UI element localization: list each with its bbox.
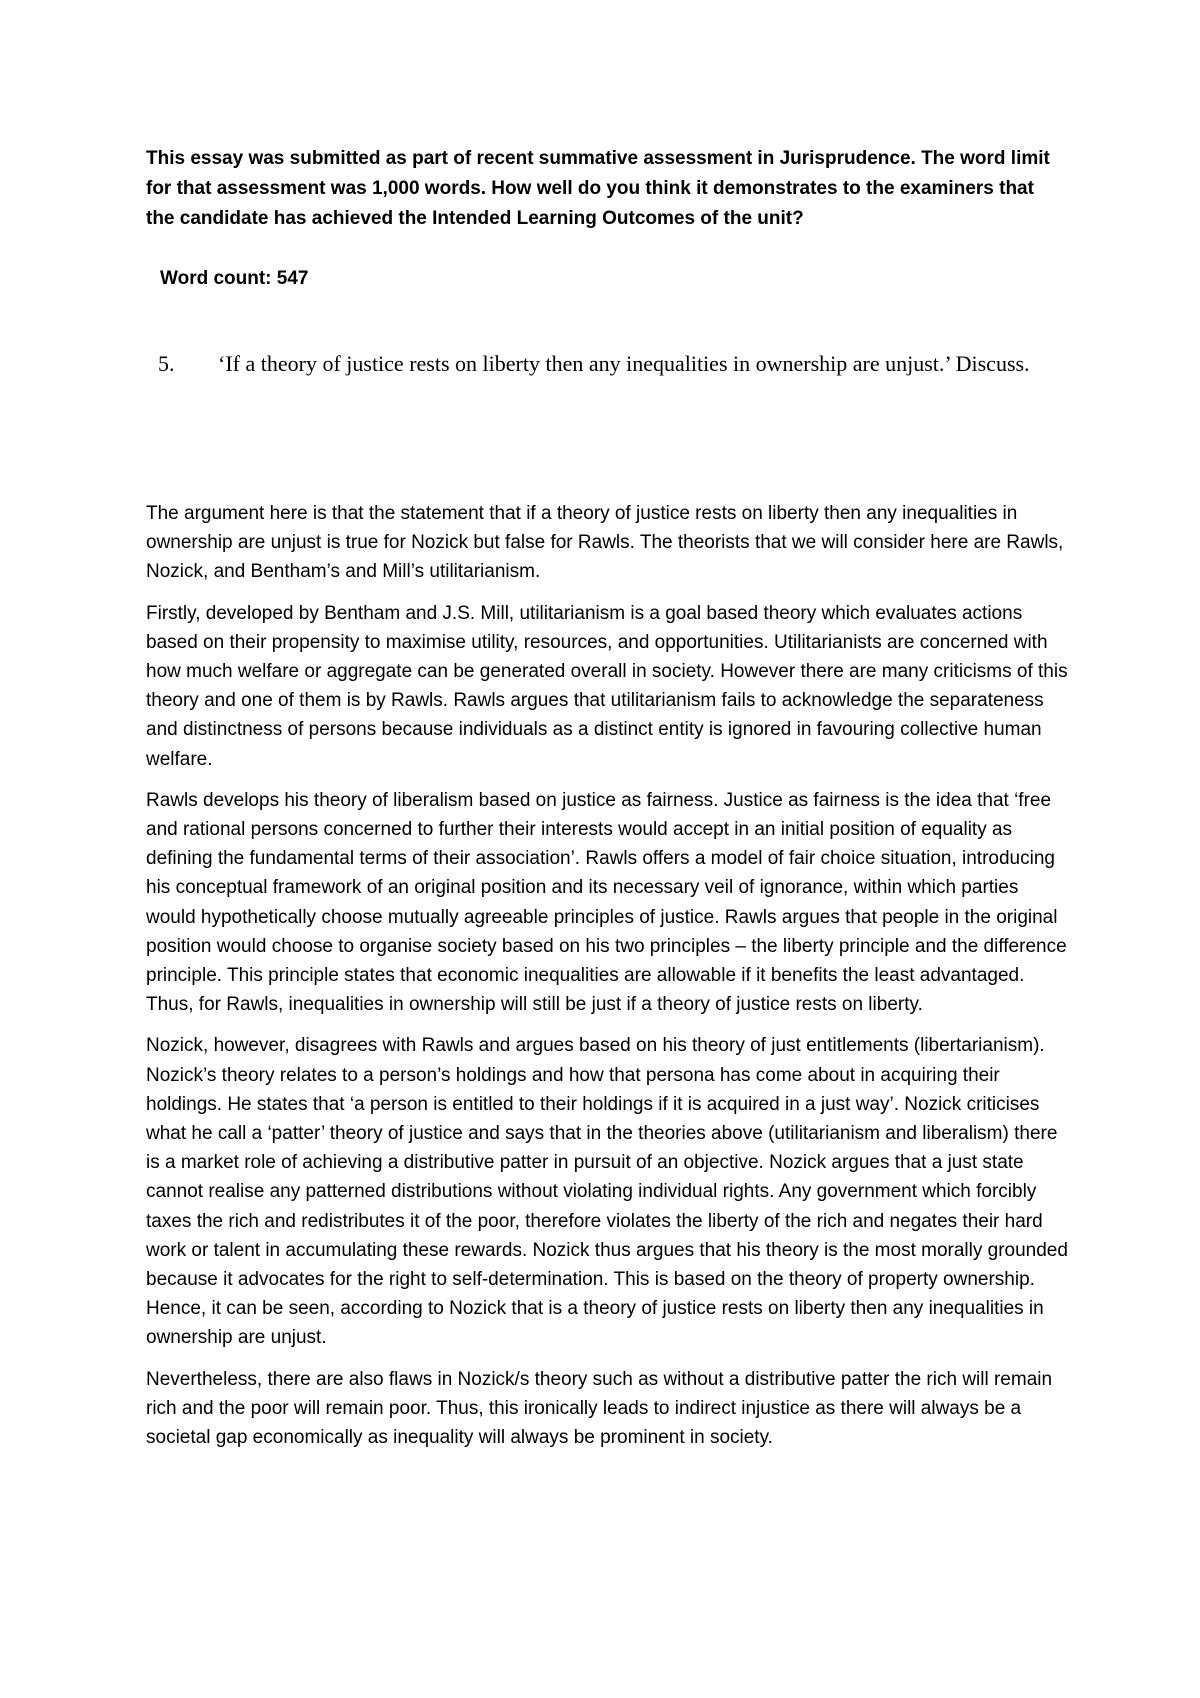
question-number: 5. (158, 351, 175, 376)
word-count-value: 547 (276, 268, 309, 289)
paragraph-introduction: The argument here is that the statement that if a theory of justice rests on liberty then any inequalities in ownership are unjust is true for Nozick but false for Rawls. The theorists that we will consider here are Rawls, Nozick, and Bentham’s and Mill’s utilitarianism. (146, 503, 1064, 583)
essay-body (146, 499, 1068, 1464)
word-count (160, 264, 309, 294)
paragraph-nozick: Nozick, however, disagrees with Rawls and argues based on his theory of just entitlements (libertarianism). Nozick’s theory relates to a person’s holdings and how that persona has come about in acquiring their holdings. He states that ‘a person is entitled to their holdings if it is acquired in a just way’. Nozick criticises what he call a ‘patter’ theory of justice and says that in the theories above (utilitarianism and liberalism) there is a market role of achieving a distributive patter in pursuit of an objective. Nozick argues that a just state cannot realise any patterned distributions without violating individual rights. Any government which forcibly taxes the rich and redistributes it of the poor, therefore violates the liberty of the rich and negates their hard work or talent in accumulating these rewards. Nozick thus argues that his theory is the most morally grounded because it advocates for the right to self-determination. This is based on the theory of property ownership. Hence, it can be seen, according to Nozick that is a theory of justice rests on liberty then any inequalities in ownership are unjust. (146, 1035, 1068, 1349)
assessment-instructions: This essay was submitted as part of recent summative assessment in Jurisprudence. The word limit for that assessment was 1,000 words. How well do you think it demonstrates to the examiners that the candidate has achieved the Intended Learning Outcomes of the unit? (146, 148, 1050, 229)
paragraph-conclusion: Nevertheless, there are also flaws in Nozick/s theory such as without a distributive patter the rich will remain rich and the poor will remain poor. Thus, this ironically leads to indirect injustice as there will always be a societal gap economically as inequality will always be prominent in society. (146, 1368, 1053, 1449)
paragraph-utilitarianism: Firstly, developed by Bentham and J.S. Mill, utilitarianism is a goal based theory which evaluates actions based on their propensity to maximise utility, resources, and opportunities. Utilitarianists are concerned with how much welfare or aggregate can be generated overall in society. However there are many criticisms of this theory and one of them is by Rawls. Rawls argues that utilitarianism fails to acknowledge the separateness and distinctness of persons because individuals as a distinct entity is ignored in favouring collective human welfare. (146, 602, 1068, 770)
paragraph-rawls: Rawls develops his theory of liberalism based on justice as fairness. Justice as fairness is the idea that ‘free and rational persons concerned to further their interests would accept in an initial position of equality as defining the fundamental terms of their association’. Rawls offers a model of fair choice situation, introducing his conceptual framework of an original position and its necessary veil of ignorance, within which parties would hypothetically choose mutually agreeable principles of justice. Rawls argues that people in the original position would choose to organise society based on his two principles – the liberty principle and the difference principle. This principle states that economic inequalities are allowable if it benefits the least advantaged. Thus, for Rawls, inequalities in ownership will still be just if a theory of justice rests on liberty. (146, 789, 1067, 1016)
question-text: ‘If a theory of justice rests on liberty then any inequalities in ownership are unjust.’ Discuss. (218, 351, 1030, 376)
essay-question (158, 350, 1058, 378)
word-count-label: Word count: (160, 268, 272, 289)
